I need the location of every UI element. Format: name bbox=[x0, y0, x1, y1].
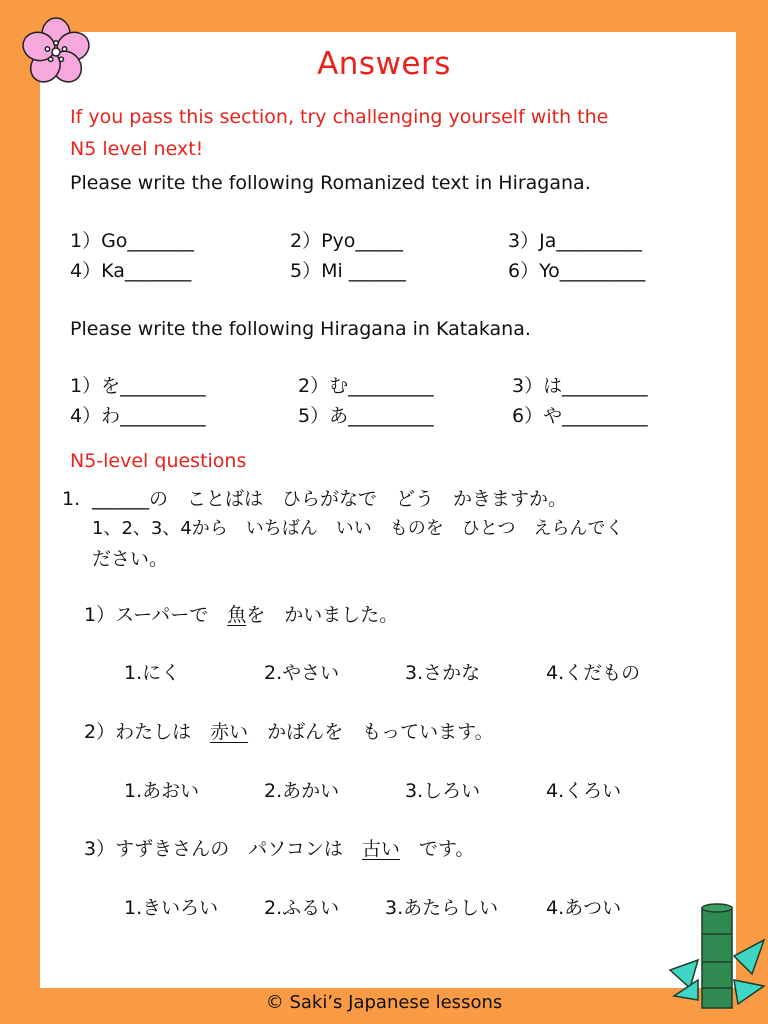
option: 3.あたらしい bbox=[385, 897, 499, 919]
hiragana-item: 5）あ_________ bbox=[298, 405, 434, 427]
romaji-item: 6）Yo_________ bbox=[508, 260, 646, 282]
page-title: Answers bbox=[317, 46, 451, 82]
hiragana-item: 1）を_________ bbox=[70, 375, 206, 397]
sub-question-1-post: を かいました。 bbox=[246, 604, 399, 626]
sub-question-1-target: 魚 bbox=[227, 604, 247, 626]
option: 2.あかい bbox=[264, 780, 340, 802]
hiragana-item: 2）む_________ bbox=[298, 375, 434, 397]
sub-question-2-post: かばんを もっています。 bbox=[248, 721, 494, 743]
option: 1.あおい bbox=[124, 780, 200, 802]
section1-instruction: Please write the following Romanized text in Hiragana. bbox=[70, 172, 591, 194]
romaji-item: 4）Ka_______ bbox=[70, 260, 192, 282]
hiragana-item: 4）わ_________ bbox=[70, 405, 206, 427]
section2-instruction: Please write the following Hiragana in Katakana. bbox=[70, 318, 531, 340]
sub-question-3-post: です。 bbox=[399, 838, 475, 860]
question-line-2: 1、2、3、4から いちばん いい ものを ひとつ えらんでく bbox=[92, 518, 624, 539]
question-line-1: ______の ことばは ひらがなで どう かきますか。 bbox=[92, 488, 568, 510]
copyright-footer: © Saki’s Japanese lessons bbox=[265, 992, 503, 1013]
option: 3.しろい bbox=[405, 780, 481, 802]
sub-question-2 bbox=[84, 719, 494, 745]
romaji-item: 3）Ja_________ bbox=[508, 230, 642, 252]
option: 1.きいろい bbox=[124, 897, 219, 919]
intro-line-1: If you pass this section, try challenging yourself with the bbox=[70, 106, 609, 128]
romaji-item: 2）Pyo_____ bbox=[290, 230, 403, 252]
sub-question-3-pre: 3）すずきさんの パソコンは bbox=[84, 838, 362, 860]
option: 4.あつい bbox=[546, 897, 622, 919]
romaji-item: 1）Go_______ bbox=[70, 230, 194, 252]
hiragana-item: 3）は_________ bbox=[512, 375, 648, 397]
question-number: 1. bbox=[62, 488, 81, 510]
option: 1.にく bbox=[124, 662, 181, 684]
sub-question-1 bbox=[84, 602, 398, 628]
sub-question-2-target: 赤い bbox=[210, 721, 249, 743]
n5-heading: N5-level questions bbox=[70, 450, 247, 472]
intro-line-2: N5 level next! bbox=[70, 138, 204, 160]
option: 4.くだもの bbox=[546, 662, 641, 684]
question-line-3: ださい。 bbox=[92, 548, 169, 570]
option: 2.ふるい bbox=[264, 897, 340, 919]
sub-question-3 bbox=[84, 836, 474, 862]
hiragana-item: 6）や_________ bbox=[512, 405, 648, 427]
sub-question-2-pre: 2）わたしは bbox=[84, 721, 211, 743]
option: 4.くろい bbox=[546, 780, 622, 802]
sub-question-3-target: 古い bbox=[361, 838, 400, 860]
sub-question-1-pre: 1）スーパーで bbox=[84, 604, 228, 626]
option: 2.やさい bbox=[264, 662, 340, 684]
romaji-item: 5）Mi ______ bbox=[290, 260, 406, 282]
option: 3.さかな bbox=[405, 662, 481, 684]
